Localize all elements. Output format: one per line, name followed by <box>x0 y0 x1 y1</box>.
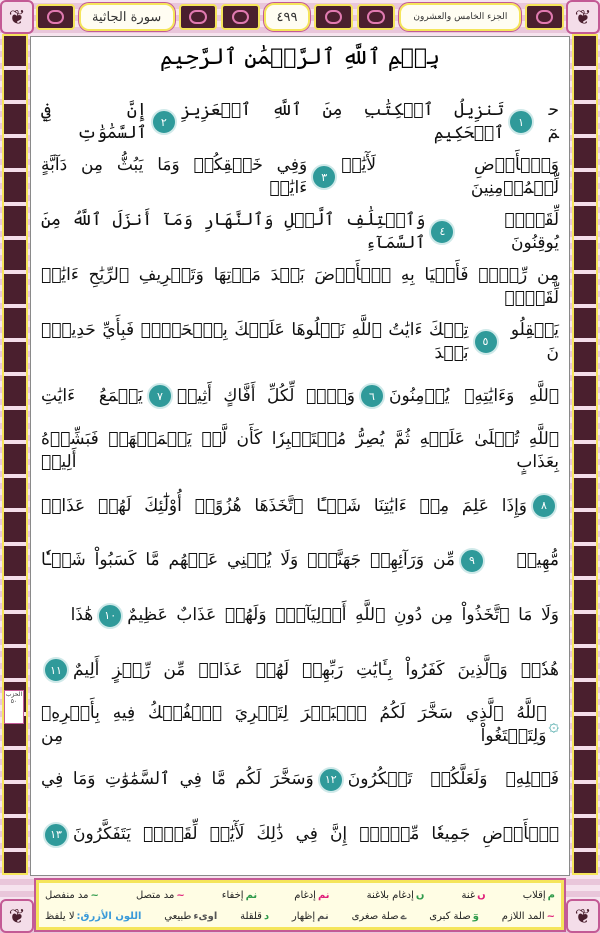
text-line <box>41 314 559 369</box>
verse-text: تِلۡكَ ءَايَٰتُ ٱللَّهِ نَتۡلُوهَا عَلَيۡكَ بِٱلۡحَقِّۖ فَبِأَيِّ حَدِيثِۭ بَعۡدَ <box>41 319 469 363</box>
ayah-number-marker: ٥ <box>473 329 499 355</box>
text-line <box>41 479 559 534</box>
legend-label: قلقلة <box>240 911 262 922</box>
legend-item <box>240 911 269 922</box>
juz-name: الجزء الخامس والعشرون <box>399 3 521 31</box>
legend-symbol: ~ <box>176 890 185 901</box>
verse-text: ٱللَّهُ ٱلَّذِي سَخَّرَ لَكُمُ ٱلۡبَحۡرَ لِتَجۡرِيَ ٱلۡفُلۡكُ فِيهِ بِأَمۡرِهِۦ وَلِتَبۡتَغُواْ مِن <box>41 703 547 747</box>
ayah-number-marker: ٧ <box>147 383 173 409</box>
ornament-tile <box>36 4 75 30</box>
text-line <box>41 807 559 862</box>
legend-label: إدغام بلاغنة <box>366 890 414 901</box>
legend-item <box>136 890 185 901</box>
text-line <box>41 95 559 150</box>
hizb-quarter-icon: ۞ <box>548 714 559 736</box>
legend-label: لا يلفظ <box>45 911 75 922</box>
ornament-tile <box>525 4 564 30</box>
legend-symbol: نم <box>245 890 258 901</box>
text-line <box>41 205 559 260</box>
legend-label: صلة كبرى <box>429 911 471 922</box>
legend-symbol: ~ <box>90 890 99 901</box>
legend-item <box>164 911 217 922</box>
legend-item <box>292 911 329 922</box>
verse-text: هَٰذَا <box>70 605 94 626</box>
verse-text: وَٱخۡتِلَٰفِ ٱلَّيۡلِ وَٱلنَّهَارِ وَمَآ أَنزَلَ ٱللَّهُ مِنَ ٱلسَّمَآءِ <box>41 210 426 253</box>
verse-text: حمٓ <box>547 100 559 144</box>
legend-row <box>45 906 555 927</box>
left-border-ornament <box>2 34 28 875</box>
bismillah: بِسۡمِ ٱللَّهِ ٱلرَّحۡمَٰنِ ٱلرَّحِيمِ <box>159 45 441 70</box>
text-line <box>41 259 559 314</box>
verse-text: إِنَّ فِي ٱلسَّمَٰوَٰتِ <box>41 100 147 144</box>
ayah-number-marker: ٢ <box>151 109 177 135</box>
legend-item <box>367 890 425 901</box>
corner-ornament-icon: ❦ <box>566 0 600 34</box>
ornament-tile <box>357 4 396 30</box>
text-line <box>41 150 559 205</box>
verse-text: وَلَا مَا ٱتَّخَذُواْ مِن دُونِ ٱللَّهِ أَوۡلِيَآءَۖ وَلَهُمۡ عَذَابٌ عَظِيمٌ <box>127 605 559 626</box>
legend-label: إقلاب <box>522 890 546 901</box>
legend-symbol: اوىء <box>193 911 218 922</box>
ayah-number-marker: ٦ <box>359 383 385 409</box>
ayah-number-marker: ١٠ <box>97 603 123 629</box>
page-header <box>36 2 564 32</box>
text-line <box>41 753 559 808</box>
corner-ornament-icon: ❦ <box>0 0 34 34</box>
ayah-number-marker: ٩ <box>459 548 485 574</box>
ayah-number-marker: ٤ <box>429 219 455 245</box>
verse-text: فَضۡلِهِۦ وَلَعَلَّكُمۡ تَشۡكُرُونَ <box>347 769 559 790</box>
legend-label: إخفاء <box>221 890 244 901</box>
ayah-number-marker: ١٣ <box>43 822 69 848</box>
verse-text: تَنزِيلُ ٱلۡكِتَٰبِ مِنَ ٱللَّهِ ٱلۡعَزِيزِ ٱلۡحَكِيمِ <box>180 100 505 144</box>
text-line <box>41 369 559 424</box>
legend-label: إظهار <box>291 911 316 922</box>
ornament-tile <box>314 4 353 30</box>
legend-label: مد متصل <box>135 890 175 901</box>
verse-text: وَسَخَّرَ لَكُم مَّا فِي ٱلسَّمَٰوَٰتِ وَمَا فِي <box>40 769 314 790</box>
legend-label: صلة صغرى <box>351 911 399 922</box>
ayah-number-marker: ١١ <box>43 657 69 683</box>
text-line <box>41 424 559 479</box>
ornament-tile <box>179 4 218 30</box>
legend-symbol: ~ <box>546 911 555 922</box>
legend-label: المد اللازم <box>501 911 545 922</box>
ayah-number-marker: ٣ <box>311 164 337 190</box>
ayah-number-marker: ١ <box>508 109 534 135</box>
verse-text: يَسۡمَعُ ءَايَٰتِ <box>40 385 143 406</box>
legend-item <box>461 890 485 901</box>
verse-text: ٱللَّهِ وَءَايَٰتِهِۦ يُؤۡمِنُونَ <box>388 385 559 406</box>
verse-text: وَيۡلٞ لِّكُلِّ أَفَّاكٍ أَثِيمٖ <box>176 385 355 406</box>
legend-symbol: اللون الأزرق: <box>76 911 142 922</box>
legend-label: إدغام <box>294 890 316 901</box>
verse-text: وَٱلۡأَرۡضِ لَأٓيَٰتٖ لِّلۡمُؤۡمِنِينَ <box>341 155 559 199</box>
legend-label: غنة <box>461 890 476 901</box>
verse-text: هُدٗىۖ وَٱلَّذِينَ كَفَرُواْ بِـَٔايَٰتِ رَبِّهِمۡ لَهُمۡ عَذَابٞ مِّن رِّجۡزٍ أَلِيمٌ <box>73 659 559 680</box>
text-lines <box>41 95 559 862</box>
corner-ornament-icon: ❦ <box>566 899 600 933</box>
legend-symbol: ں <box>477 890 486 901</box>
legend-symbol: د <box>263 911 270 922</box>
legend-item <box>222 890 257 901</box>
legend-symbol: نم <box>317 911 329 922</box>
text-line <box>41 643 559 698</box>
legend-symbol: م <box>547 890 555 901</box>
ayah-number-marker: ١٢ <box>318 767 344 793</box>
ayah-number-marker: ٨ <box>531 493 557 519</box>
surah-name: سورة الجاثية <box>79 3 175 31</box>
legend-symbol: وٓ <box>472 911 479 922</box>
page-number: ٤٩٩ <box>264 3 310 31</box>
legend-label: طبيعي <box>164 911 192 922</box>
legend-item <box>45 890 99 901</box>
legend-symbol: ے <box>400 911 407 922</box>
legend-item <box>429 911 479 922</box>
ornament-tile <box>221 4 260 30</box>
verse-text: لِّقَوۡمٖ يُوقِنُونَ <box>504 210 559 253</box>
text-line <box>41 588 559 643</box>
verse-text: وَإِذَا عَلِمَ مِنۡ ءَايَٰتِنَا شَيۡـًٔا ٱتَّخَذَهَا هُزُوًاۚ أُوْلَٰٓئِكَ لَهُمۡ عَذَابٞ <box>41 495 527 516</box>
right-border-ornament <box>572 34 598 875</box>
verse-text: مُّهِينٞ <box>516 550 559 571</box>
legend-item <box>294 890 329 901</box>
legend-item <box>523 890 555 901</box>
verse-text: مِن رِّزۡقٖ فَأَحۡيَا بِهِ ٱلۡأَرۡضَ بَعۡدَ مَوۡتِهَا وَتَصۡرِيفِ ٱلرِّيَٰحِ ءَايَٰتٞ لِّقَوۡمٖ <box>41 264 559 308</box>
verse-text: ٱللَّهِ تُتۡلَىٰ عَلَيۡهِ ثُمَّ يُصِرُّ مُسۡتَكۡبِرٗا كَأَن لَّمۡ يَسۡمَعۡهَاۖ فَبَشِّرۡهُ بِعَذَابٍ أَلِيمٖ <box>41 429 559 473</box>
quran-text-area <box>30 36 570 876</box>
legend-item <box>45 911 141 922</box>
legend-label: مد منفصل <box>45 890 89 901</box>
legend-symbol: نم <box>317 890 330 901</box>
legend-symbol: ں <box>415 890 425 901</box>
tajweed-legend <box>36 880 564 930</box>
text-line <box>41 533 559 588</box>
legend-item <box>502 911 555 922</box>
legend-item <box>352 911 407 922</box>
verse-text: ٱلۡأَرۡضِ جَمِيعٗا مِّنۡهُۚ إِنَّ فِي ذَٰلِكَ لَأٓيَٰتٖ لِّقَوۡمٖ يَتَفَكَّرُونَ <box>73 824 559 845</box>
legend-row <box>45 885 555 906</box>
verse-text: وَفِي خَلۡقِكُمۡ وَمَا يَبُثُّ مِن دَآبَّةٍ ءَايَٰتٞ <box>41 155 308 199</box>
verse-text: مِّن وَرَآئِهِمۡ جَهَنَّمُۖ وَلَا يُغۡنِي عَنۡهُم مَّا كَسَبُواْ شَيۡـٔٗا <box>40 550 455 571</box>
verse-text: يَعۡقِلُونَ <box>510 319 559 363</box>
corner-ornament-icon: ❦ <box>0 899 34 933</box>
text-line <box>41 698 559 753</box>
hizb-margin-mark: الحزب ٥٠ <box>4 690 24 724</box>
